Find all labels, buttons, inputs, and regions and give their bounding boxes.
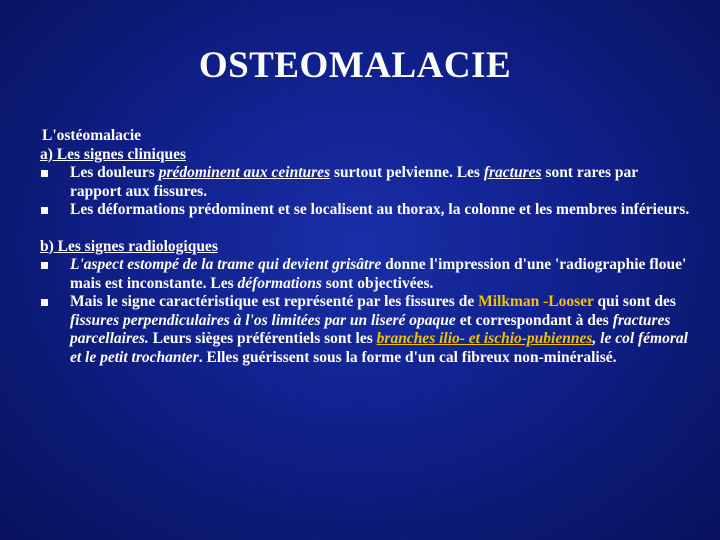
text-run: sont rares par rapport aux fissures.	[70, 164, 638, 200]
text-run: sont objectivées.	[321, 274, 434, 292]
slide-title: OSTEOMALACIE	[198, 45, 512, 86]
list-item	[40, 164, 690, 201]
text-run: qui sont des	[593, 293, 676, 310]
list-item	[40, 256, 690, 293]
emphasis-text: déformations	[237, 274, 322, 292]
section-b-list	[40, 256, 690, 367]
emphasis-text: fractures	[483, 164, 542, 181]
square-bullet-icon	[41, 170, 48, 177]
emphasis-text: , le col fémoral et le petit trochanter	[70, 330, 688, 366]
text-run: . Elles guérissent sous la forme d'un cal fibreux non-minéralisé.	[198, 348, 617, 366]
text-run: Les déformations prédominent et se localisent au thorax, la colonne et les membres inférieurs.	[70, 201, 690, 218]
section-a-list	[40, 164, 690, 220]
square-bullet-icon	[41, 207, 48, 214]
spacer	[40, 220, 690, 238]
highlight-link-text: branches ilio- et ischio-pubiennes	[376, 330, 593, 347]
text-run: surtout pelvienne. Les	[330, 164, 484, 181]
text-run: Leurs sièges préférentiels sont les	[148, 330, 377, 347]
text-run: Les douleurs	[70, 164, 159, 181]
text-run: et correspondant à des	[455, 311, 613, 329]
emphasis-text: fractures parcellaires.	[70, 311, 671, 347]
list-item	[40, 293, 690, 367]
intro-line: L'ostéomalacie	[42, 127, 142, 144]
emphasis-text: fissures perpendiculaires à l'os limitées par un liseré opaque	[70, 311, 456, 329]
section-a-heading: a) Les signes cliniques	[40, 145, 186, 163]
section-b-heading: b) Les signes radiologiques	[40, 237, 218, 255]
text-run: Mais le signe caractéristique est représenté par les fissures de	[70, 293, 479, 310]
square-bullet-icon	[41, 299, 48, 306]
list-item	[40, 201, 690, 220]
emphasis-text: prédominent aux ceintures	[158, 164, 331, 181]
emphasis-text: L'aspect estompé de la trame qui devient grisâtre	[70, 256, 382, 273]
text-run: donne l'impression d'une 'radiographie floue' mais est inconstante. Les	[70, 256, 687, 292]
square-bullet-icon	[41, 262, 48, 269]
highlight-text: Milkman -Looser	[478, 293, 594, 310]
slide-body	[40, 127, 690, 367]
